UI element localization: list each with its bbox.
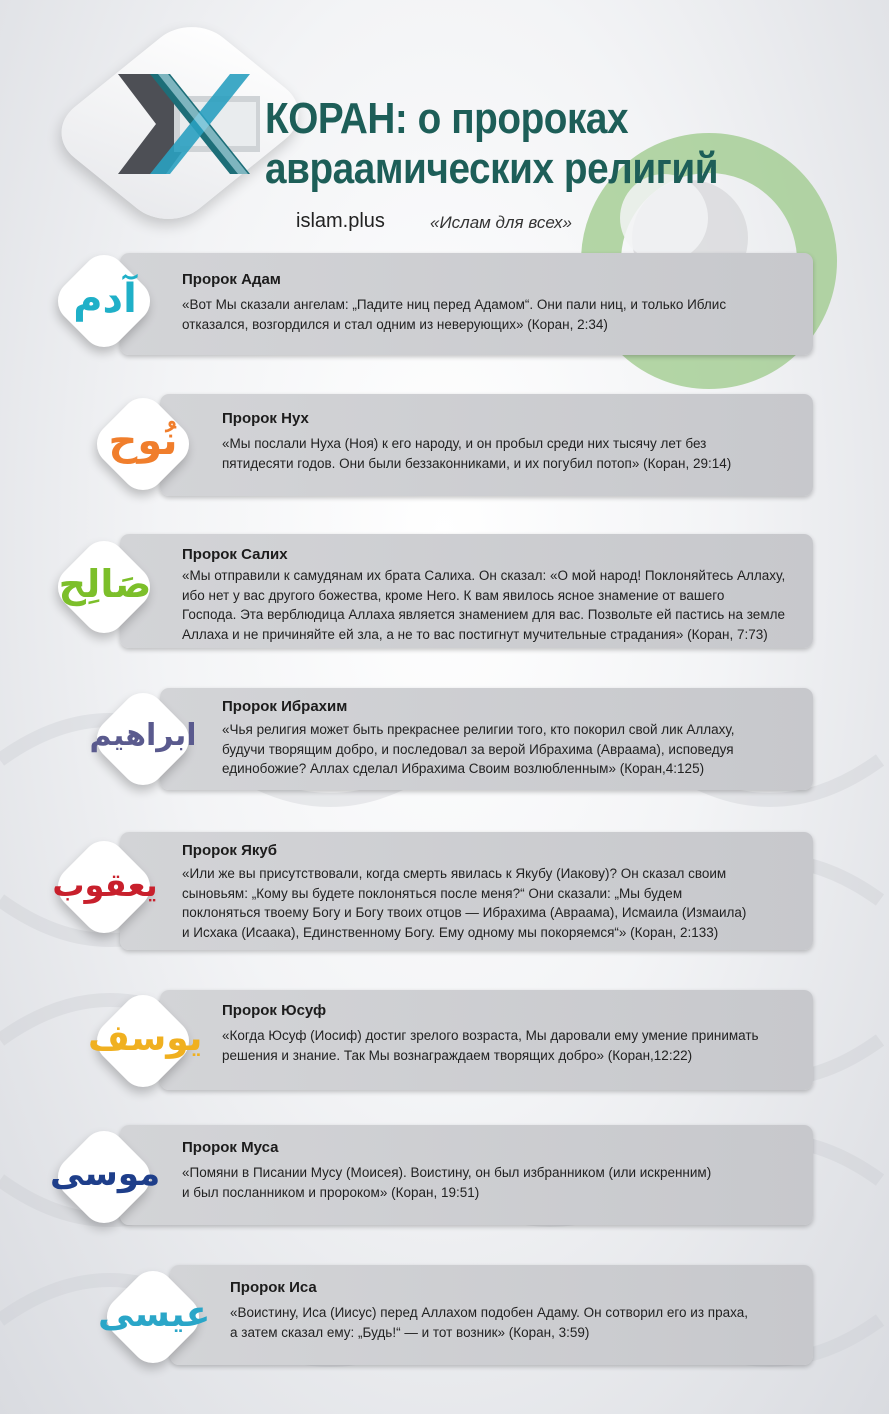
prophet-card-musa [120,1125,813,1225]
site-name: islam.plus [296,210,385,232]
prophet-name: Пророк Нух [222,410,309,427]
calligraphy-nuh: نُوح [108,418,178,464]
prophet-card-yakub [120,832,813,950]
quran-book-logo-icon [110,66,260,186]
site-slogan: «Ислам для всех» [430,213,572,232]
prophet-card-nuh [160,394,813,496]
prophet-quote: «Мы отправили к самудянам их брата Салиха. Он сказал: «О мой народ! Поклоняйтесь Аллаху, ибо нет у вас другого божества, кроме Него. К вам явилось ясное знамение от вашего Господа. Эта верблюдица Аллаха является знамением для вас. Позвольте ей пастись на земле Аллаха и не причиняйте ей зла, а не то вас постигнут мучительные страдания» (Коран, 7:73) [182,568,786,642]
prophet-card-adam [120,253,813,355]
prophet-quote: «Воистину, Иса (Иисус) перед Аллахом подобен Адаму. Он сотворил его из праха, а затем сказал ему: „Будь!“ — и тот возник» (Коран, 3:59) [230,1305,748,1340]
prophet-name: Пророк Адам [182,271,281,288]
prophet-quote: «Чья религия может быть прекраснее религии того, кто покорил свой лик Аллаху, будучи творящим добро, и последовал за верой Ибрахима (Авраама), исповедуя единобожие? Аллах сделал Ибрахима Своим возлюбленным» (Коран,4:125) [222,722,735,776]
calligraphy-musa: موسى [50,1154,161,1194]
prophet-quote: «Или же вы присутствовали, когда смерть явилась к Якубу (Иакову)? Он сказал своим сыновьям: „Кому вы будете поклоняться после меня?“ Они сказали: „Мы будем поклоняться твоему Богу и Богу твоих отцов — Ибрахима (Авраама), Исмаила (Измаила) и Исхака (Исаака), Единственному Богу. Ему одному мы покоряемся“» (Коран, 2:133) [182,866,747,940]
prophet-name: Пророк Якуб [182,842,278,859]
calligraphy-yakub: يعقوب [52,866,158,904]
prophet-quote: «Мы послали Нуха (Ноя) к его народу, и он пробыл среди них тысячу лет без пятидесяти годов. Они были беззаконниками, и их погубил потоп» (Коран, 29:14) [222,436,732,471]
prophet-quote: «Когда Юсуф (Иосиф) достиг зрелого возраста, Мы даровали ему умение принимать решения и знание. Так Мы вознаграждаем творящих добро» (Коран,12:22) [222,1028,759,1063]
prophet-card-yusuf [160,990,813,1090]
calligraphy-isa: عيسى [98,1294,211,1335]
prophet-card-isa [170,1265,813,1365]
prophet-quote: «Вот Мы сказали ангелам: „Падите ниц перед Адамом“. Они пали ниц, и только Иблис отказался, возгордился и стал одним из неверующих» (Коран, 2:34) [182,297,727,332]
calligraphy-yusuf: يوسف [88,1018,203,1059]
prophet-card-salih [120,534,813,648]
prophet-name: Пророк Иса [230,1279,317,1296]
prophet-name: Пророк Муса [182,1139,279,1156]
prophet-quote: «Помяни в Писании Мусу (Моисея). Воистину, он был избранником (или искренним) и был посланником и пророком» (Коран, 19:51) [182,1165,712,1200]
page-title: КОРАН: о пророках авраамических религий [265,94,719,193]
calligraphy-salih: صَالِح [58,562,152,606]
prophet-name: Пророк Ибрахим [222,698,348,715]
prophet-card-ibrahim [160,688,813,790]
prophet-name: Пророк Салих [182,546,288,563]
prophet-name: Пророк Юсуф [222,1002,327,1019]
calligraphy-ibrahim: ابراهيم [89,718,197,753]
calligraphy-adam: آدم [73,276,137,322]
